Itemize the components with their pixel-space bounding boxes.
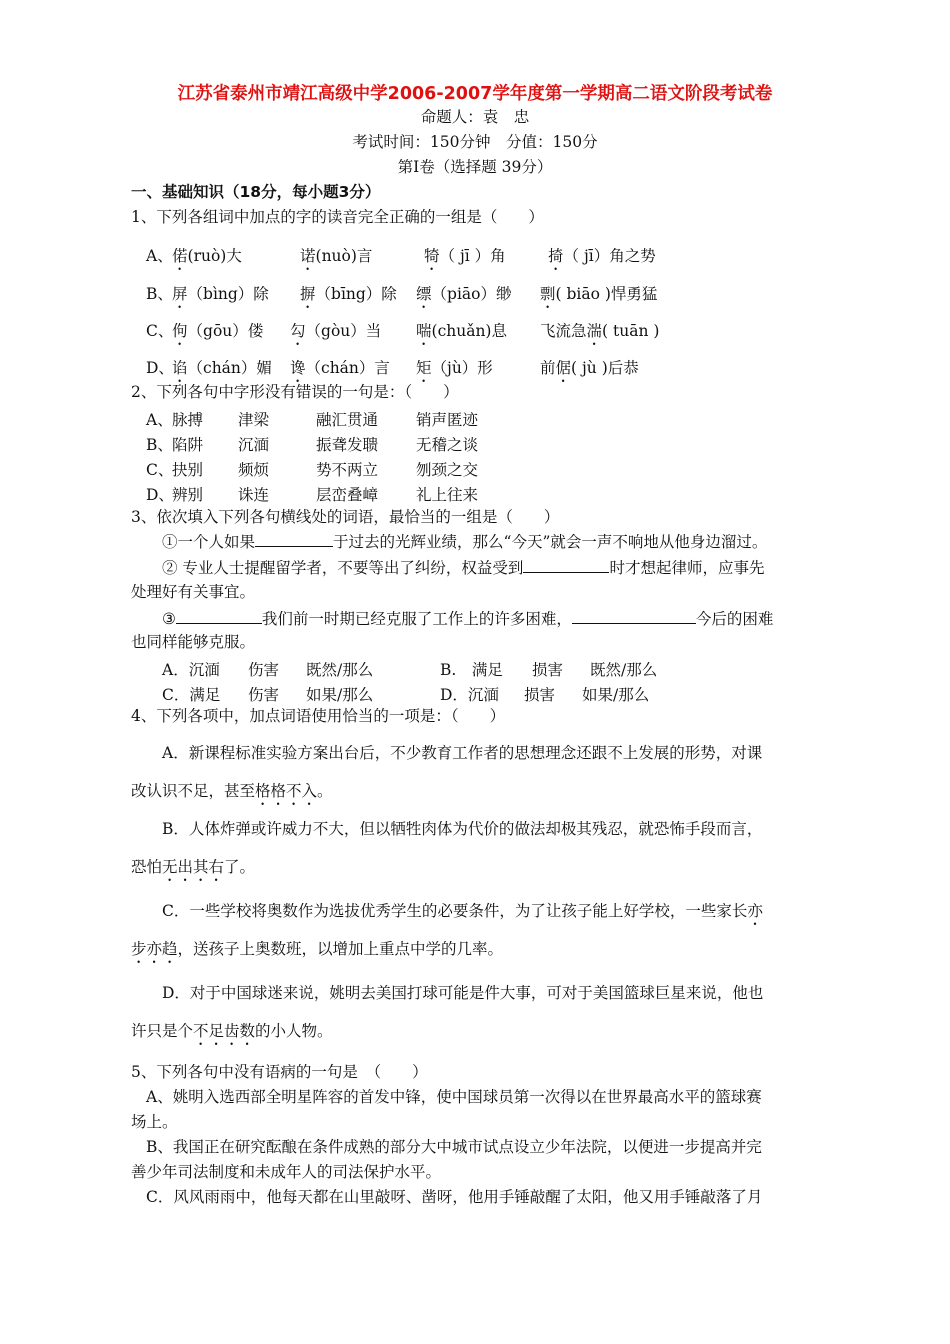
q1-stem: 1、下列各组词中加点的字的读音完全正确的一组是（ ） xyxy=(131,208,544,226)
q1-b-item-2: 摒（bīng）除 xyxy=(300,285,397,303)
q1-d-label: D、 xyxy=(146,359,174,377)
exam-title: 江苏省泰州市靖江高级中学2006-2007学年度第一学期高二语文阶段考试卷 xyxy=(177,84,773,104)
option-word: 礼上往来 xyxy=(416,486,479,504)
option-word: 融汇贯通 xyxy=(316,411,379,429)
dotted-phrase: 亦 xyxy=(747,902,763,920)
option-word: 如果/那么 xyxy=(582,686,650,704)
option-label: C、 xyxy=(146,461,174,479)
option-word: 频烦 xyxy=(238,461,270,479)
q1-c-item-4: 飞流急湍( tuān ) xyxy=(540,322,660,340)
q2-stem: 2、下列各句中字形没有错误的一句是：（ ） xyxy=(131,383,459,401)
option-word: 刎颈之交 xyxy=(416,461,479,479)
q1-c-item-3: 喘(chuǎn)息 xyxy=(416,322,507,340)
q1-c-label: C、 xyxy=(146,322,174,340)
q1-b-item-3: 缥（piāo）缈 xyxy=(416,285,512,303)
dotted-char: 倨 xyxy=(555,359,572,377)
q4-option-c-line-2: 步亦趋，送孩子上奥数班，以增加上重点中学的几率。 xyxy=(131,940,504,958)
q4-stem: 4、下列各项中，加点词语使用恰当的一项是：（ ） xyxy=(131,707,506,725)
q4-option-b-line-2: 恐怕无出其右了。 xyxy=(131,858,256,876)
author-line: 命题人：袁 忠 xyxy=(420,108,530,126)
option-word: 津梁 xyxy=(238,411,270,429)
dotted-phrase: 格格不入 xyxy=(255,782,318,800)
dotted-char: 湍 xyxy=(586,322,603,340)
dotted-char: 诺 xyxy=(300,247,316,265)
q1-c-item-1: 佝（gōu）偻 xyxy=(172,322,264,340)
option-word: 无稽之谈 xyxy=(416,436,479,454)
option-word: 既然/那么 xyxy=(590,661,658,679)
option-word: 损害 xyxy=(524,686,556,704)
q5-option-a-line-2: 场上。 xyxy=(131,1113,178,1131)
dotted-phrase: 步亦趋 xyxy=(131,940,178,958)
q3-option-a: A．沉湎 xyxy=(162,661,220,679)
dotted-char: 犄 xyxy=(424,247,440,265)
option-word: 沉湎 xyxy=(238,436,270,454)
option-word: 诛连 xyxy=(238,486,270,504)
dotted-char: 勾 xyxy=(290,322,306,340)
q4-option-a-line-2: 改认识不足，甚至格格不入。 xyxy=(131,782,333,800)
dotted-char: 矩 xyxy=(416,359,432,377)
option-word: 既然/那么 xyxy=(306,661,374,679)
dotted-phrase: 不足齿数 xyxy=(193,1022,256,1040)
q5-option-b-line-1: B、我国正在研究酝酿在条件成熟的部分大中城市试点设立少年法院，以便进一步提高并完 xyxy=(146,1138,762,1156)
section-heading: 一、基础知识（18分，每小题3分） xyxy=(131,183,381,201)
q1-d-item-3: 矩（jù）形 xyxy=(416,359,493,377)
option-word: 脉搏 xyxy=(172,411,204,429)
dotted-phrase: 无出其右 xyxy=(162,858,225,876)
option-word: 销声匿迹 xyxy=(416,411,479,429)
q1-b-label: B、 xyxy=(146,285,173,303)
option-word: 陷阱 xyxy=(172,436,204,454)
q1-a-item-2: 诺(nuò)言 xyxy=(300,247,373,265)
option-word: 伤害 xyxy=(248,686,280,704)
option-label: D、 xyxy=(146,486,174,504)
q1-c-item-2: 勾（gòu）当 xyxy=(290,322,382,340)
dotted-char: 剽 xyxy=(540,285,556,303)
dotted-char: 摒 xyxy=(300,285,316,303)
q1-a-item-3: 犄（ jī ）角 xyxy=(424,247,506,265)
q3-option-c: C．满足 xyxy=(162,686,221,704)
q3-sentence-3: ③ 我们前一时期已经克服了工作上的许多困难， 今后的困难 xyxy=(162,610,774,628)
dotted-char: 喘 xyxy=(416,322,432,340)
option-label: B、 xyxy=(146,436,173,454)
q1-a-item-1: 偌(ruò)大 xyxy=(172,247,242,265)
q4-option-a-line-1: A．新课程标准实验方案出台后，不少教育工作者的思想理念还跟不上发展的形势，对课 xyxy=(162,744,763,762)
answer-blank[interactable] xyxy=(255,532,333,547)
time-score-line: 考试时间：150分钟 分值：150分 xyxy=(352,133,598,151)
option-word: 振聋发聩 xyxy=(316,436,379,454)
q5-option-b-line-2: 善少年司法制度和未成年人的司法保护水平。 xyxy=(131,1163,442,1181)
q3-sentence-2-cont: 处理好有关事宜。 xyxy=(131,583,256,601)
dotted-char: 谄 xyxy=(172,359,188,377)
dotted-char: 屏 xyxy=(172,285,188,303)
option-word: 抉别 xyxy=(172,461,204,479)
option-word: 层峦叠嶂 xyxy=(316,486,379,504)
answer-blank[interactable] xyxy=(572,609,696,624)
q3-stem: 3、依次填入下列各句横线处的词语，最恰当的一组是（ ） xyxy=(131,508,560,526)
q3-option-b: B. 满足 xyxy=(440,661,503,679)
volume-heading: 第Ⅰ卷（选择题 39分） xyxy=(397,158,553,176)
q1-d-item-4: 前倨( jù )后恭 xyxy=(540,359,639,377)
q5-stem: 5、下列各句中没有语病的一句是 （ ） xyxy=(131,1063,428,1081)
q1-a-item-4: 掎（ jī）角之势 xyxy=(548,247,656,265)
q3-sentence-3-cont: 也同样能够克服。 xyxy=(131,633,256,651)
dotted-char: 谗 xyxy=(290,359,306,377)
q1-b-item-1: 屏（bìng）除 xyxy=(172,285,269,303)
option-word: 势不两立 xyxy=(316,461,379,479)
q1-b-item-4: 剽( biāo )悍勇猛 xyxy=(540,285,658,303)
q5-option-c-line-1: C．风风雨雨中，他每天都在山里敲呀、凿呀，他用手锤敲醒了太阳，他又用手锤敲落了月 xyxy=(146,1188,763,1206)
dotted-char: 佝 xyxy=(172,322,188,340)
q1-a-label: A、 xyxy=(146,247,173,265)
dotted-char: 缥 xyxy=(416,285,432,303)
option-word: 损害 xyxy=(532,661,564,679)
q4-option-c-line-1: C．一些学校将奥数作为选拔优秀学生的必要条件，为了让孩子能上好学校，一些家长亦 xyxy=(162,902,763,920)
dotted-char: 掎 xyxy=(548,247,564,265)
q4-option-b-line-1: B．人体炸弹或许威力不大，但以牺牲肉体为代价的做法却极其残忍，就恐怖手段而言， xyxy=(162,820,763,838)
q4-option-d-line-1: D．对于中国球迷来说，姚明去美国打球可能是件大事，可对于美国篮球巨星来说，他也 xyxy=(162,984,764,1002)
q1-d-item-2: 谗（chán）言 xyxy=(290,359,390,377)
q3-sentence-1: ①一个人如果 于过去的光辉业绩，那么“今天”就会一声不响地从他身边溜过。 xyxy=(162,533,768,551)
option-word: 如果/那么 xyxy=(306,686,374,704)
q3-option-d: D．沉湎 xyxy=(440,686,499,704)
q4-option-d-line-2: 许只是个不足齿数的小人物。 xyxy=(131,1022,333,1040)
answer-blank[interactable] xyxy=(523,558,609,573)
option-label: A、 xyxy=(146,411,173,429)
option-word: 辨别 xyxy=(172,486,204,504)
option-word: 伤害 xyxy=(248,661,280,679)
q5-option-a-line-1: A、姚明入选西部全明星阵容的首发中锋，使中国球员第一次得以在世界最高水平的篮球赛 xyxy=(146,1088,762,1106)
q1-d-item-1: 谄（chán）媚 xyxy=(172,359,272,377)
q3-sentence-2: ② 专业人士提醒留学者，不要等出了纠纷，权益受到 时才想起律师，应事先 xyxy=(162,559,765,577)
answer-blank[interactable] xyxy=(176,609,262,624)
dotted-char: 偌 xyxy=(172,247,188,265)
